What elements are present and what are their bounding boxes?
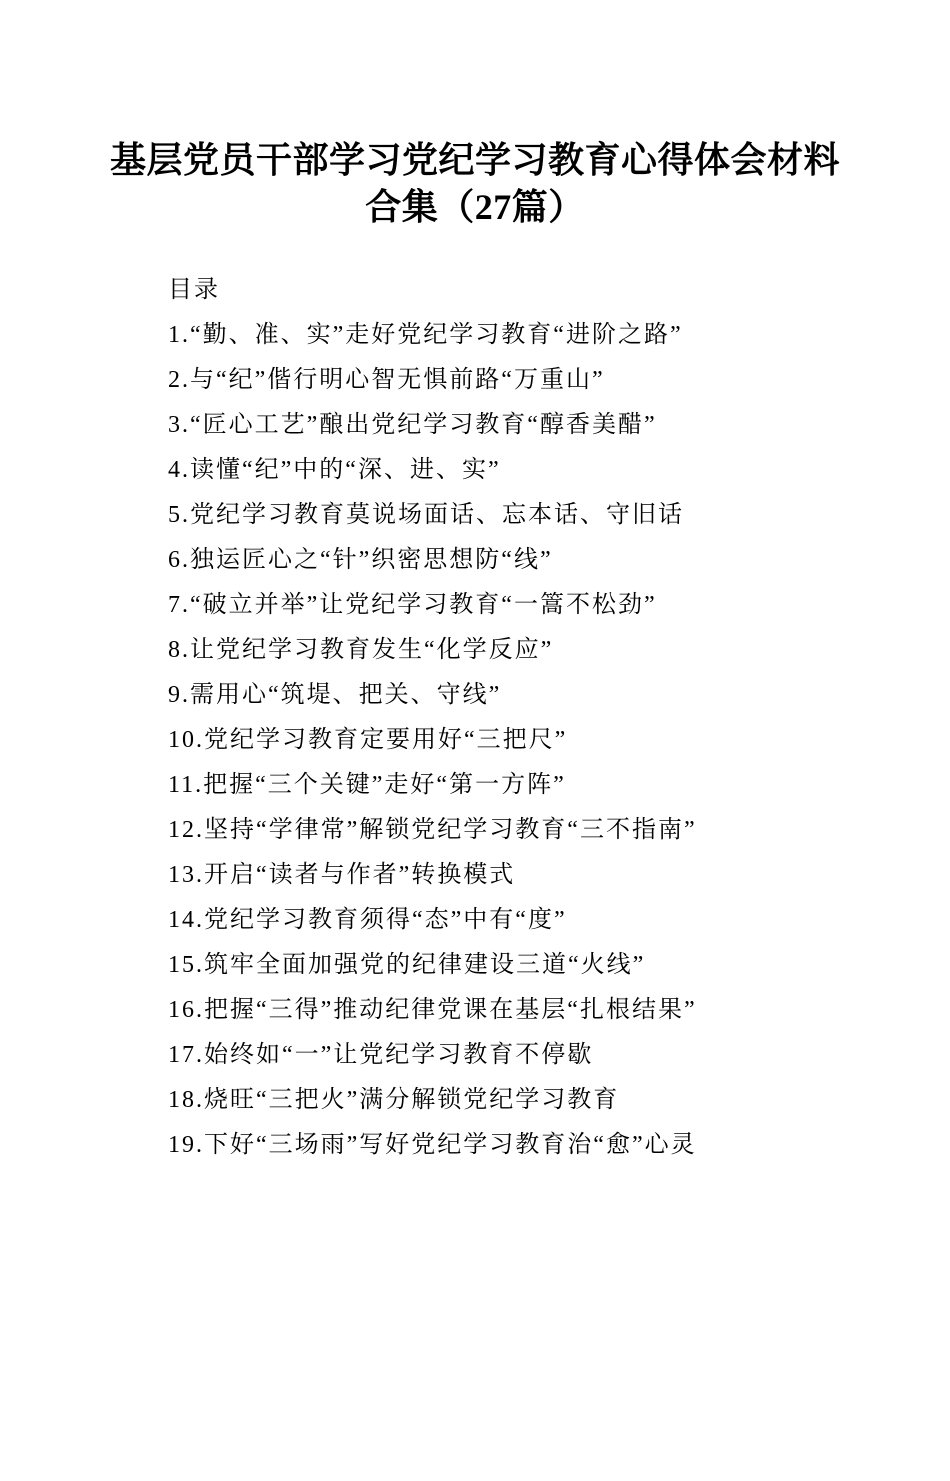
toc-item-12: 12.坚持“学律常”解锁党纪学习教育“三不指南” xyxy=(168,817,697,843)
toc-item-7: 7.“破立并举”让党纪学习教育“一篙不松劲” xyxy=(168,592,657,618)
toc-heading: 目录 xyxy=(168,277,220,303)
document-title-line-2: 合集（27篇） xyxy=(365,187,585,227)
document-title xyxy=(55,137,895,231)
toc-item-8: 8.让党纪学习教育发生“化学反应” xyxy=(168,637,554,663)
toc-item-18: 18.烧旺“三把火”满分解锁党纪学习教育 xyxy=(168,1087,620,1113)
toc-item-14: 14.党纪学习教育须得“态”中有“度” xyxy=(168,907,567,933)
toc-item-17: 17.始终如“一”让党纪学习教育不停歇 xyxy=(168,1042,594,1068)
toc-item-15: 15.筑牢全面加强党的纪律建设三道“火线” xyxy=(168,952,646,978)
document-page xyxy=(0,137,950,1481)
toc-item-1: 1.“勤、准、实”走好党纪学习教育“进阶之路” xyxy=(168,322,683,348)
toc-item-3: 3.“匠心工艺”酿出党纪学习教育“醇香美醋” xyxy=(168,412,657,438)
toc-item-10: 10.党纪学习教育定要用好“三把尺” xyxy=(168,727,568,753)
toc-item-9: 9.需用心“筑堤、把关、守线” xyxy=(168,682,502,708)
toc-item-11: 11.把握“三个关键”走好“第一方阵” xyxy=(168,772,566,798)
toc-item-16: 16.把握“三得”推动纪律党课在基层“扎根结果” xyxy=(168,997,697,1023)
document-title-line-1: 基层党员干部学习党纪学习教育心得体会材料 xyxy=(109,140,840,180)
toc-item-6: 6.独运匠心之“针”织密思想防“线” xyxy=(168,547,553,573)
toc-item-19: 19.下好“三场雨”写好党纪学习教育治“愈”心灵 xyxy=(168,1132,697,1158)
toc-item-2: 2.与“纪”偕行明心智无惧前路“万重山” xyxy=(168,367,605,393)
toc-item-5: 5.党纪学习教育莫说场面话、忘本话、守旧话 xyxy=(168,502,684,528)
table-of-contents xyxy=(168,268,870,1168)
toc-item-4: 4.读懂“纪”中的“深、进、实” xyxy=(168,457,501,483)
toc-item-13: 13.开启“读者与作者”转换模式 xyxy=(168,862,516,888)
